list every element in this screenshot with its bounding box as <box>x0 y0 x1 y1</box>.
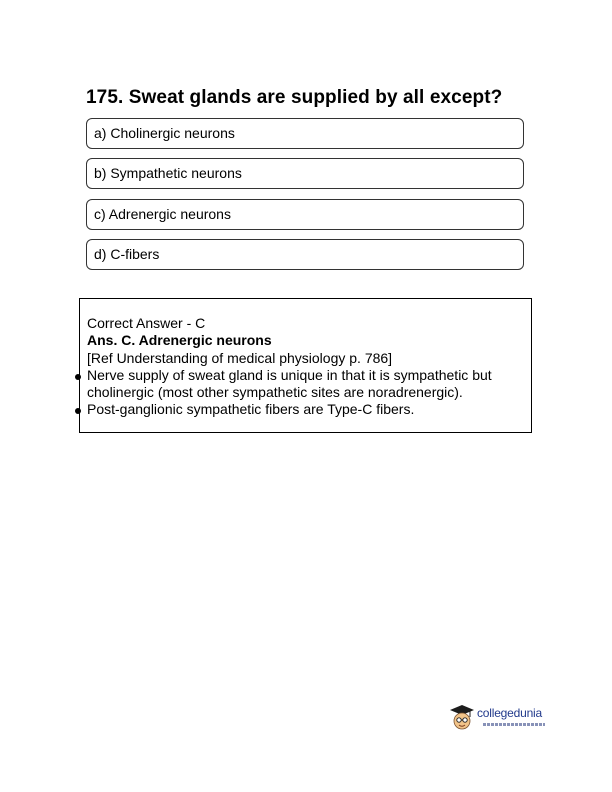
answer-heading: Ans. C. Adrenergic neurons <box>87 332 272 348</box>
answer-bullet-1-line-2: cholinergic (most other sympathetic sites are noradrenergic). <box>87 384 463 400</box>
graduate-mascot-icon <box>449 703 475 731</box>
correct-answer-label: Correct Answer - C <box>87 315 206 331</box>
brand-name: collegedunia <box>477 706 542 720</box>
option-a[interactable]: a) Cholinergic neurons <box>86 118 524 149</box>
bullet-icon <box>75 374 81 380</box>
question-title: 175. Sweat glands are supplied by all except? <box>86 87 503 108</box>
answer-bullet-1-line-1: Nerve supply of sweat gland is unique in that it is sympathetic but <box>87 367 492 383</box>
brand-logo[interactable] <box>449 702 549 734</box>
option-b[interactable]: b) Sympathetic neurons <box>86 158 524 189</box>
option-c[interactable]: c) Adrenergic neurons <box>86 199 524 230</box>
option-d[interactable]: d) C-fibers <box>86 239 524 270</box>
brand-tagline <box>483 723 545 726</box>
answer-reference: [Ref Understanding of medical physiology p. 786] <box>87 350 393 366</box>
bullet-icon <box>75 408 81 414</box>
answer-bullet-2: Post-ganglionic sympathetic fibers are Type-C fibers. <box>87 401 415 417</box>
